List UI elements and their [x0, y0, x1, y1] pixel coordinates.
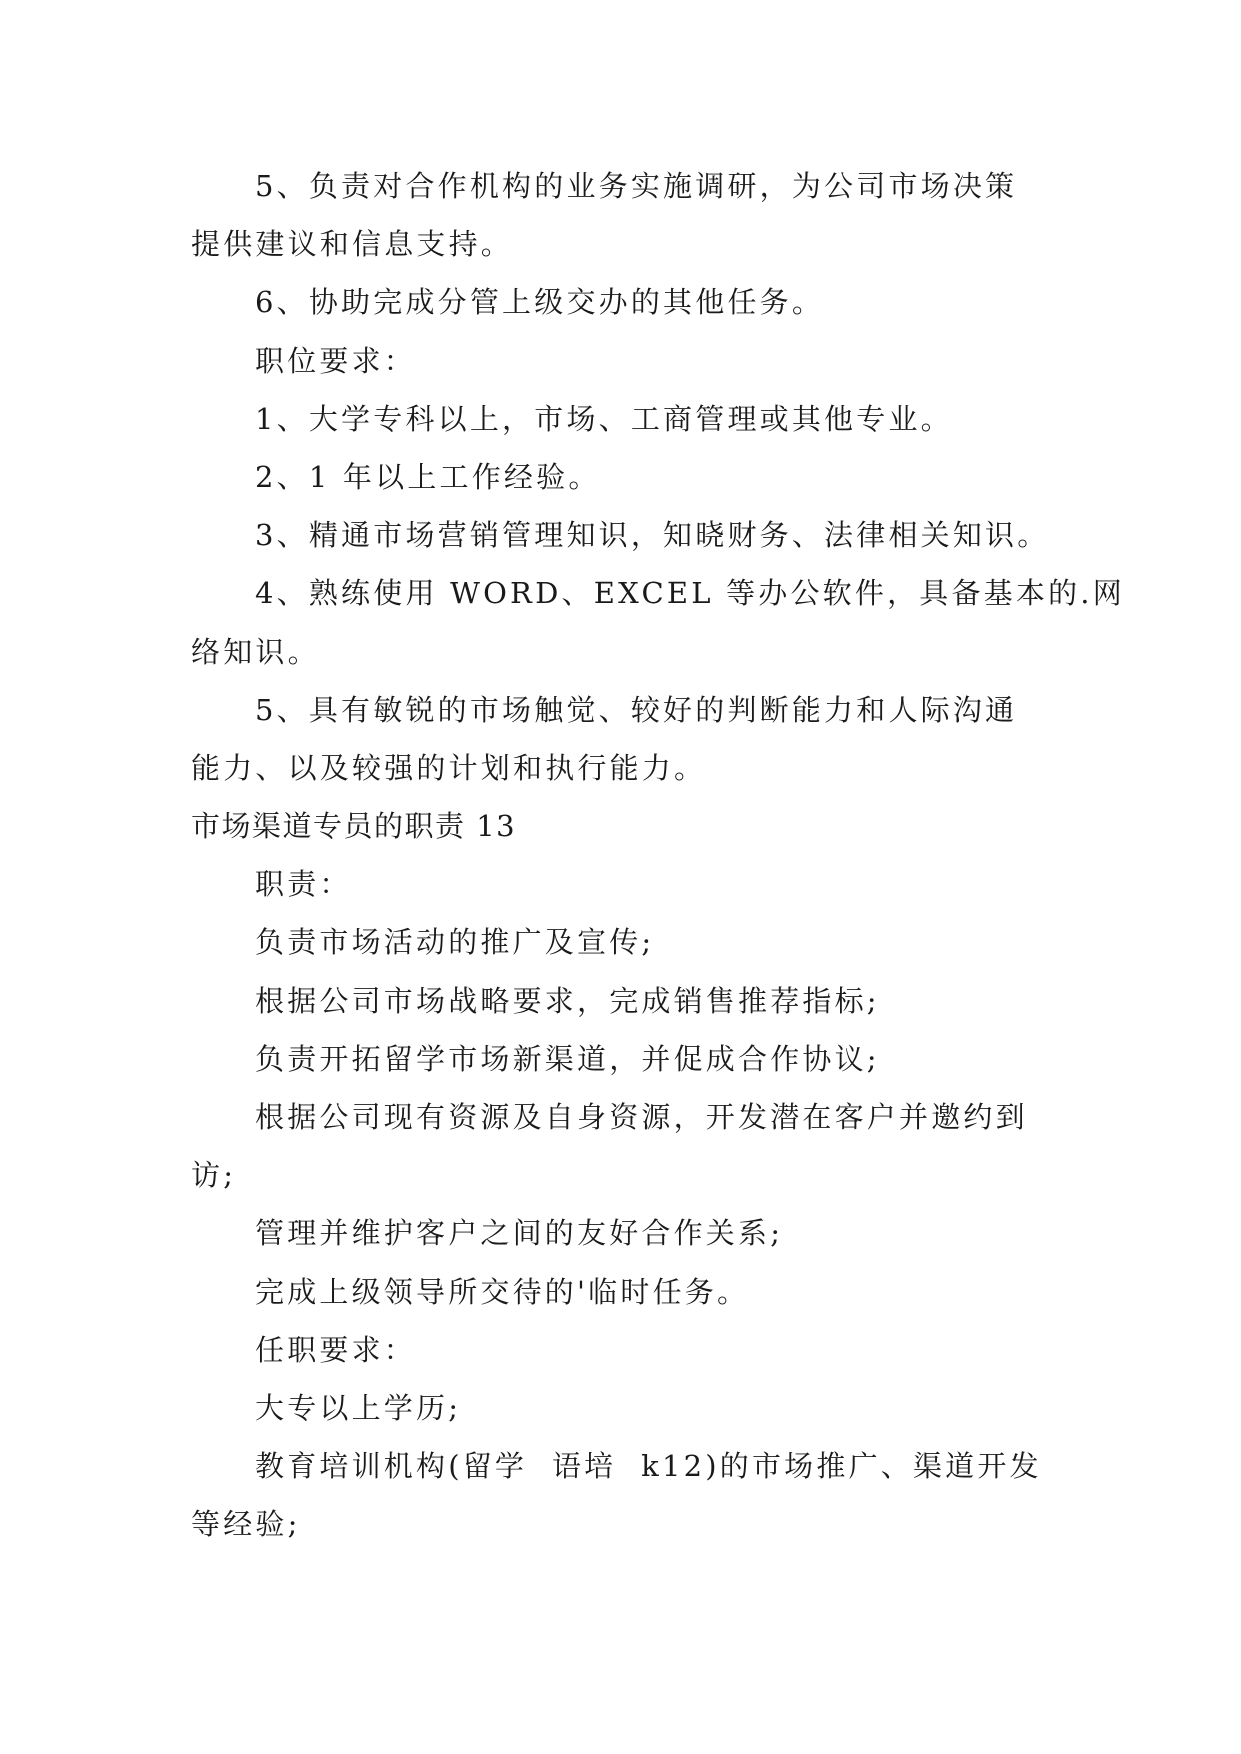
text-line: 等经验; [191, 1507, 301, 1542]
text-line: 提供建议和信息支持。 [191, 227, 514, 262]
section-heading: 市场渠道专员的职责 13 [191, 809, 517, 844]
text-line: 3、精通市场营销管理知识，知晓财务、法律相关知识。 [255, 518, 1050, 553]
text-line: 根据公司现有资源及自身资源，开发潜在客户并邀约到 [255, 1100, 1028, 1134]
text-line: 4、熟练使用 WORD、EXCEL 等办公软件，具备基本的.网 [255, 576, 1125, 611]
text-line: 负责市场活动的推广及宣传; [255, 925, 655, 960]
document-body [191, 157, 1125, 1554]
text-line: 管理并维护客户之间的友好合作关系; [255, 1216, 784, 1251]
section-label: 任职要求： [255, 1332, 417, 1367]
text-line: 负责开拓留学市场新渠道，并促成合作协议; [255, 1041, 880, 1076]
text-line: 络知识。 [191, 634, 320, 669]
text-line: 访; [191, 1158, 237, 1193]
text-line: 教育培训机构(留学 语培 k12)的市场推广、渠道开发 [255, 1449, 1042, 1484]
section-label: 职责： [255, 867, 352, 902]
text-line: 能力、以及较强的计划和执行能力。 [191, 750, 707, 785]
text-line: 5、具有敏锐的市场触觉、较好的判断能力和人际沟通 [255, 692, 1018, 727]
section-label: 职位要求： [255, 343, 417, 378]
text-line: 2、1 年以上工作经验。 [255, 459, 601, 494]
text-line: 完成上级领导所交待的'临时任务。 [255, 1274, 750, 1309]
text-line: 根据公司市场战略要求，完成销售推荐指标; [255, 983, 880, 1018]
text-line: 6、协助完成分管上级交办的其他任务。 [255, 285, 825, 320]
text-line: 大专以上学历; [255, 1390, 462, 1425]
text-line: 5、负责对合作机构的业务实施调研，为公司市场决策 [255, 169, 1018, 203]
text-line: 1、大学专科以上，市场、工商管理或其他专业。 [255, 401, 953, 436]
